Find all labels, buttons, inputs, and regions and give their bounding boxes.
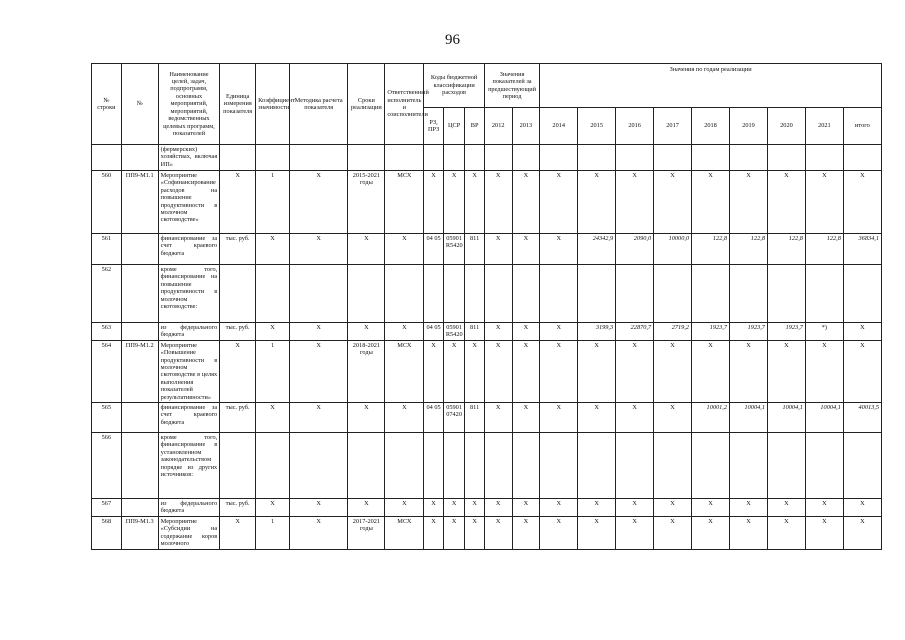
- cell-v2018: 1923,7: [692, 323, 730, 341]
- cell-no: 567: [92, 499, 122, 517]
- cell-v2015: X: [578, 499, 616, 517]
- cell-unit: X: [220, 171, 256, 234]
- cell-resp: МСХ: [385, 171, 424, 234]
- cell-coef: 1: [256, 171, 290, 234]
- cell-v2017: X: [654, 171, 692, 234]
- cell-v2016: X: [616, 499, 654, 517]
- table-row: [92, 234, 882, 265]
- cell-no: 562: [92, 265, 122, 323]
- cell-total: X: [843, 499, 881, 517]
- cell-v2012: X: [484, 340, 512, 402]
- cell-v2019: X: [730, 499, 768, 517]
- cell-name: финансирование за счет краевого бюджета: [158, 234, 220, 265]
- cell-v2013: X: [512, 516, 540, 549]
- cell-coef: [256, 433, 290, 499]
- cell-code: ПП9-М1.2: [121, 340, 158, 402]
- cell-terms: 2015-2021 годы: [348, 171, 385, 234]
- cell-v2021: [805, 265, 843, 323]
- cell-rz: X: [424, 499, 443, 517]
- cell-v2021: 10004,1: [805, 403, 843, 433]
- cell-code: ПП9-М1.3: [121, 516, 158, 549]
- cell-terms: [348, 433, 385, 499]
- header-method: Методика расчета показателя: [289, 64, 347, 145]
- cell-v2021: X: [805, 171, 843, 234]
- cell-code: [121, 265, 158, 323]
- cell-resp: X: [385, 499, 424, 517]
- header-year: 2021: [805, 108, 843, 145]
- header-year: 2019: [730, 108, 768, 145]
- cell-resp: [385, 265, 424, 323]
- cell-method: X: [289, 171, 347, 234]
- cell-rz: 04 05: [424, 403, 443, 433]
- cell-coef: 1: [256, 340, 290, 402]
- cell-v2020: X: [767, 499, 805, 517]
- page-number: 96: [445, 32, 460, 48]
- cell-no: 564: [92, 340, 122, 402]
- cell-v2013: X: [512, 340, 540, 402]
- cell-no: 563: [92, 323, 122, 341]
- cell-vr: 811: [465, 234, 485, 265]
- cell-vr: 811: [465, 323, 485, 341]
- cell-v2015: 3199,3: [578, 323, 616, 341]
- header-year: 2012: [484, 108, 512, 145]
- header-vr: ВР: [465, 108, 485, 145]
- cell-v2017: [654, 433, 692, 499]
- cell-csr: X: [443, 340, 465, 402]
- cell-method: X: [289, 516, 347, 549]
- cell-rz: X: [424, 516, 443, 549]
- cell-v2012: X: [484, 499, 512, 517]
- cell-resp: [385, 433, 424, 499]
- cell-no: 566: [92, 433, 122, 499]
- cell-v2014: X: [540, 516, 578, 549]
- cell-vr: [465, 433, 485, 499]
- cell-v2013: X: [512, 499, 540, 517]
- cell-method: X: [289, 499, 347, 517]
- table-row: [92, 433, 882, 499]
- header-budget-codes: Коды бюджетной классификации расходов: [424, 64, 485, 108]
- cell-v2016: [616, 265, 654, 323]
- cell-code: [121, 234, 158, 265]
- cell-code: [121, 499, 158, 517]
- cell-no: 568: [92, 516, 122, 549]
- cell-v2018: X: [692, 340, 730, 402]
- cell-v2012: [484, 433, 512, 499]
- cell-csr: X: [443, 499, 465, 517]
- cell-resp: МСХ: [385, 340, 424, 402]
- cell-v2014: [540, 433, 578, 499]
- table-row: [92, 265, 882, 323]
- cell-v2013: X: [512, 403, 540, 433]
- cell-v2012: X: [484, 234, 512, 265]
- cell-no: 565: [92, 403, 122, 433]
- cell-rz: X: [424, 171, 443, 234]
- cell-vr: X: [465, 340, 485, 402]
- cell-terms: X: [348, 499, 385, 517]
- cell-v2017: 10000,0: [654, 234, 692, 265]
- cell-no: 561: [92, 234, 122, 265]
- header-by-years: Значения по годам реализации: [540, 64, 882, 108]
- cell-terms: X: [348, 403, 385, 433]
- header-code: №: [121, 64, 158, 145]
- header-row-top: [92, 64, 882, 108]
- header-year: 2018: [692, 108, 730, 145]
- cell-name: Мероприятие «Повышение продуктивности в молочном скотоводстве в целях выполнения показателей результативности»: [158, 340, 220, 402]
- header-total: итого: [843, 108, 881, 145]
- cell-name: из федерального бюджета: [158, 323, 220, 341]
- cell-v2014: X: [540, 323, 578, 341]
- cell-v2016: [616, 433, 654, 499]
- cell-v2012: X: [484, 516, 512, 549]
- cell-vr: 811: [465, 403, 485, 433]
- cell-v2017: [654, 265, 692, 323]
- cell-resp: X: [385, 403, 424, 433]
- cell-resp: X: [385, 234, 424, 265]
- cell-name: Мероприятие «Софинансирование расходов на повышение продуктивности в молочном скотоводстве»: [158, 171, 220, 234]
- header-csr: ЦСР: [443, 108, 465, 145]
- cell-rz: [424, 265, 443, 323]
- cell-rz: 04 05: [424, 323, 443, 341]
- cell-name: финансирование за счет краевого бюджета: [158, 403, 220, 433]
- header-unit: Единица измерения показателя: [220, 64, 256, 145]
- cell-v2014: X: [540, 340, 578, 402]
- cell-v2019: [730, 265, 768, 323]
- cell-v2020: X: [767, 340, 805, 402]
- cell-v2012: [484, 265, 512, 323]
- cell-resp: X: [385, 323, 424, 341]
- cell-v2013: [512, 433, 540, 499]
- cell-v2014: X: [540, 403, 578, 433]
- table-row: [92, 340, 882, 402]
- table-row: [92, 516, 882, 549]
- cell-v2015: [578, 433, 616, 499]
- cell-total: 40013,5: [843, 403, 881, 433]
- cell-v2017: 2719,2: [654, 323, 692, 341]
- cell-v2013: [512, 265, 540, 323]
- cell-v2020: [767, 433, 805, 499]
- cell-v2019: [730, 433, 768, 499]
- cell-code: [121, 433, 158, 499]
- continuation-row: [92, 145, 882, 171]
- cell-v2021: 122,8: [805, 234, 843, 265]
- cell-total: 36834,1: [843, 234, 881, 265]
- cell-resp: МСХ: [385, 516, 424, 549]
- cell-total: [843, 265, 881, 323]
- cell-method: [289, 433, 347, 499]
- cell-v2016: X: [616, 516, 654, 549]
- continuation-text: (фермерских) хозяйствах, включая ИП»: [158, 145, 220, 171]
- cell-method: X: [289, 340, 347, 402]
- cell-v2013: X: [512, 234, 540, 265]
- cell-v2014: X: [540, 234, 578, 265]
- cell-v2019: X: [730, 516, 768, 549]
- cell-v2014: [540, 265, 578, 323]
- header-rz: РЗ, ПРЗ: [424, 108, 443, 145]
- cell-rz: X: [424, 340, 443, 402]
- cell-v2021: *): [805, 323, 843, 341]
- cell-unit: [220, 265, 256, 323]
- cell-v2014: X: [540, 171, 578, 234]
- header-year: 2017: [654, 108, 692, 145]
- cell-v2015: X: [578, 403, 616, 433]
- cell-code: [121, 403, 158, 433]
- cell-csr: [443, 433, 465, 499]
- cell-v2020: X: [767, 516, 805, 549]
- cell-v2014: X: [540, 499, 578, 517]
- table-row: [92, 499, 882, 517]
- cell-coef: [256, 265, 290, 323]
- cell-unit: X: [220, 516, 256, 549]
- cell-total: X: [843, 323, 881, 341]
- header-row-number: № строки: [92, 64, 122, 145]
- cell-v2017: X: [654, 499, 692, 517]
- cell-csr: [443, 265, 465, 323]
- cell-csr: 05901 R5420: [443, 323, 465, 341]
- header-year: 2016: [616, 108, 654, 145]
- cell-vr: X: [465, 171, 485, 234]
- cell-v2018: X: [692, 171, 730, 234]
- cell-rz: 04 05: [424, 234, 443, 265]
- cell-v2020: 1923,7: [767, 323, 805, 341]
- cell-unit: X: [220, 340, 256, 402]
- header-previous-period: Значения показателей за предшествующий период: [484, 64, 539, 108]
- cell-v2018: X: [692, 499, 730, 517]
- cell-v2020: 10004,1: [767, 403, 805, 433]
- cell-name: Мероприятие «Субсидии на содержание коров молочного: [158, 516, 220, 549]
- header-responsible: Ответственный исполнитель и соисполнители: [385, 64, 424, 145]
- cell-v2020: X: [767, 171, 805, 234]
- cell-v2019: 122,8: [730, 234, 768, 265]
- cell-v2016: X: [616, 171, 654, 234]
- cell-unit: тыс. руб.: [220, 499, 256, 517]
- cell-vr: X: [465, 499, 485, 517]
- header-coefficient: Коэффициент значимости: [256, 64, 290, 145]
- cell-v2015: X: [578, 171, 616, 234]
- cell-unit: тыс. руб.: [220, 323, 256, 341]
- header-year: 2014: [540, 108, 578, 145]
- cell-vr: X: [465, 516, 485, 549]
- cell-v2017: X: [654, 403, 692, 433]
- cell-v2019: 10004,1: [730, 403, 768, 433]
- cell-v2018: 10001,2: [692, 403, 730, 433]
- cell-v2016: 22870,7: [616, 323, 654, 341]
- table-row: [92, 323, 882, 341]
- cell-total: X: [843, 516, 881, 549]
- cell-method: X: [289, 234, 347, 265]
- cell-total: [843, 433, 881, 499]
- cell-name: кроме того, финансирование на повышение продуктивности в молочном скотоводстве:: [158, 265, 220, 323]
- cell-v2012: X: [484, 323, 512, 341]
- cell-terms: [348, 265, 385, 323]
- cell-csr: X: [443, 516, 465, 549]
- cell-v2018: 122,8: [692, 234, 730, 265]
- cell-v2016: X: [616, 340, 654, 402]
- cell-rz: [424, 433, 443, 499]
- cell-coef: X: [256, 499, 290, 517]
- cell-v2016: 2090,0: [616, 234, 654, 265]
- cell-terms: X: [348, 323, 385, 341]
- cell-unit: [220, 433, 256, 499]
- cell-code: [121, 323, 158, 341]
- cell-v2015: [578, 265, 616, 323]
- cell-unit: тыс. руб.: [220, 403, 256, 433]
- header-year: 2013: [512, 108, 540, 145]
- cell-no: 560: [92, 171, 122, 234]
- header-name: Наименование целей, задач, подпрограмм, основных мероприятий, мероприятий, ведомственных целевых программ, показателей: [158, 64, 220, 145]
- cell-v2013: X: [512, 323, 540, 341]
- cell-v2013: X: [512, 171, 540, 234]
- cell-v2021: X: [805, 516, 843, 549]
- cell-csr: X: [443, 171, 465, 234]
- cell-v2017: X: [654, 516, 692, 549]
- cell-v2019: X: [730, 340, 768, 402]
- cell-terms: 2017-2021 годы: [348, 516, 385, 549]
- cell-coef: X: [256, 234, 290, 265]
- cell-terms: 2018-2021 годы: [348, 340, 385, 402]
- cell-v2020: 122,8: [767, 234, 805, 265]
- cell-terms: X: [348, 234, 385, 265]
- cell-v2016: X: [616, 403, 654, 433]
- cell-method: X: [289, 323, 347, 341]
- cell-v2019: X: [730, 171, 768, 234]
- cell-v2018: [692, 265, 730, 323]
- cell-v2020: [767, 265, 805, 323]
- cell-total: X: [843, 171, 881, 234]
- cell-v2015: 24342,9: [578, 234, 616, 265]
- cell-v2012: X: [484, 171, 512, 234]
- cell-v2018: [692, 433, 730, 499]
- cell-coef: X: [256, 403, 290, 433]
- table-row: [92, 403, 882, 433]
- cell-v2015: X: [578, 340, 616, 402]
- cell-code: ПП9-М1.1: [121, 171, 158, 234]
- cell-v2021: X: [805, 340, 843, 402]
- cell-csr: 05901 07420: [443, 403, 465, 433]
- cell-v2018: X: [692, 516, 730, 549]
- cell-coef: X: [256, 323, 290, 341]
- cell-v2017: X: [654, 340, 692, 402]
- indicators-table: [91, 63, 882, 550]
- cell-method: X: [289, 403, 347, 433]
- cell-name: кроме того, финансирование в установленном законодательством порядке из других источников:: [158, 433, 220, 499]
- cell-v2021: X: [805, 499, 843, 517]
- cell-name: из федерального бюджета: [158, 499, 220, 517]
- cell-v2021: [805, 433, 843, 499]
- cell-coef: 1: [256, 516, 290, 549]
- cell-v2012: X: [484, 403, 512, 433]
- header-year: 2020: [767, 108, 805, 145]
- cell-csr: 05901 R5420: [443, 234, 465, 265]
- cell-unit: тыс. руб.: [220, 234, 256, 265]
- cell-v2015: X: [578, 516, 616, 549]
- cell-vr: [465, 265, 485, 323]
- cell-method: [289, 265, 347, 323]
- cell-v2019: 1923,7: [730, 323, 768, 341]
- cell-total: X: [843, 340, 881, 402]
- table-row: [92, 171, 882, 234]
- header-year: 2015: [578, 108, 616, 145]
- header-terms: Сроки реализации: [348, 64, 385, 145]
